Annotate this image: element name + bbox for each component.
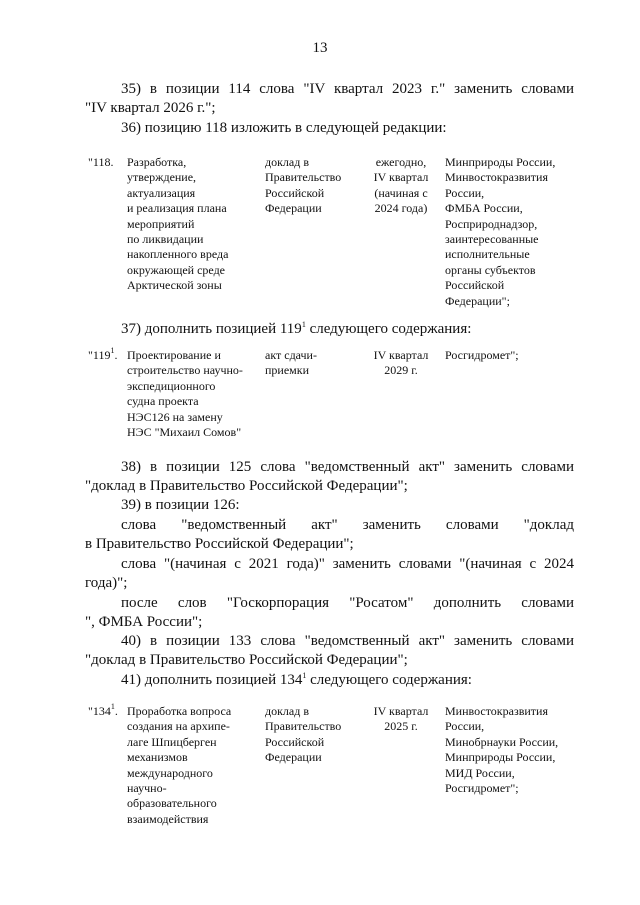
row-134-term-line: 2025 г. — [384, 719, 418, 734]
row-119-term-line: IV квартал — [373, 348, 429, 362]
row-119-name-line: строительство научно- — [127, 363, 243, 378]
row-118-exec-line: Российской — [445, 278, 505, 293]
row-119-name-line: Проектирование и — [127, 348, 221, 362]
row-134-doc-line: Правительство — [265, 719, 342, 734]
row-119-doc-line: приемки — [265, 363, 310, 378]
row-134-name-line: международного — [127, 765, 213, 780]
paragraph-38-line-1: 38) в позиции 125 слова "ведомственный акт" заменить словами — [121, 459, 574, 475]
superscript: 1 — [110, 702, 115, 711]
row-134-exec-line: МИД России, — [445, 765, 515, 780]
row-134-name-line: научно- — [127, 781, 167, 796]
paragraph-39a-line-1: слова "ведомственный акт" заменить словами "доклад — [121, 517, 574, 533]
paragraph-41-text: следующего содержания: — [306, 672, 472, 688]
row-134-exec-line: России, — [445, 719, 485, 734]
row-118-name-line: утверждение, — [127, 170, 197, 185]
row-119-doc-line: акт сдачи- — [265, 348, 317, 362]
row-118-term — [363, 155, 439, 217]
paragraph-37-text: следующего содержания: — [305, 321, 472, 337]
paragraph-39: 39) в позиции 126: — [121, 497, 240, 513]
row-118-doc-line: Правительство — [265, 170, 342, 185]
paragraph-37-text: 37) дополнить позицией 119 — [121, 321, 302, 337]
superscript: 1 — [110, 346, 115, 355]
row-119-term-line: 2029 г. — [384, 363, 418, 378]
superscript: 1 — [302, 671, 307, 680]
row-118-name-line: по ликвидации — [127, 232, 204, 247]
row-134-doc-line: Российской — [265, 734, 325, 749]
row-119-document — [265, 348, 360, 379]
row-134-term-line: IV квартал — [373, 704, 429, 718]
row-118-exec-line: Росприроднадзор, — [445, 216, 538, 231]
row-118-exec-line: Федерации"; — [445, 293, 510, 308]
row-118-name-line: Арктической зоны — [127, 278, 222, 293]
row-119-executors — [445, 348, 580, 363]
row-134-exec-line: Минобрнауки России, — [445, 734, 559, 749]
row-134-exec-line: Росгидромет"; — [445, 781, 519, 796]
row-118-term-line: IV квартал — [373, 170, 429, 185]
row-118-name-line: мероприятий — [127, 216, 195, 231]
row-134-name-line: механизмов — [127, 750, 188, 765]
row-118-doc-line: Федерации — [265, 201, 322, 216]
row-number-text: . — [114, 704, 118, 718]
row-118-term-line: 2024 года) — [374, 201, 428, 216]
row-119-name-line: НЭС126 на замену — [127, 409, 223, 424]
row-118-exec-line: исполнительные — [445, 247, 530, 262]
row-number-text: "119 — [88, 348, 111, 362]
row-118-doc-line: Российской — [265, 185, 325, 200]
paragraph-39c-line-2: ", ФМБА России"; — [85, 614, 203, 630]
row-134-doc-line: Федерации — [265, 750, 322, 765]
row-118-name — [127, 155, 257, 294]
row-134-name-line: лаге Шпицберген — [127, 734, 217, 749]
row-134-name-line: взаимодействия — [127, 811, 209, 826]
paragraph-39b-line-2: года)"; — [85, 575, 128, 591]
row-119-name-line: НЭС "Михаил Сомов" — [127, 425, 242, 440]
row-134-number — [88, 704, 118, 719]
row-134-doc-line: доклад в — [265, 704, 310, 718]
row-118-exec-line: России, — [445, 185, 485, 200]
row-134-term — [363, 704, 439, 735]
paragraph-39a-line-2: в Правительство Российской Федерации"; — [85, 536, 354, 552]
row-118-executors — [445, 155, 580, 309]
row-118-name-line: окружающей среде — [127, 262, 226, 277]
row-118-document — [265, 155, 360, 217]
row-number-text: . — [114, 348, 118, 362]
row-number-text: "134 — [88, 704, 111, 718]
row-134-name-line: Проработка вопроса — [127, 704, 232, 718]
row-119-number — [88, 348, 117, 363]
paragraph-37 — [85, 320, 574, 339]
row-134-exec-line: Минприроды России, — [445, 750, 556, 765]
paragraph-41 — [85, 671, 574, 690]
row-118-name-line: накопленного вреда — [127, 247, 229, 262]
paragraph-38-line-2: "доклад в Правительство Российской Федерации"; — [85, 478, 408, 494]
row-118-term-line: ежегодно, — [375, 155, 427, 169]
row-134-document — [265, 704, 360, 766]
row-134-exec-line: Минвостокразвития — [445, 704, 548, 718]
row-118-exec-line: ФМБА России, — [445, 201, 523, 216]
row-118-exec-line: Минприроды России, — [445, 155, 556, 169]
row-118-name-line: Разработка, — [127, 155, 187, 169]
paragraph-39b-line-1: слова "(начиная с 2021 года)" заменить словами "(начиная с 2024 — [121, 556, 574, 572]
row-118-name-line: актуализация — [127, 185, 196, 200]
row-134-name — [127, 704, 262, 827]
paragraph-41-text: 41) дополнить позицией 134 — [121, 672, 303, 688]
paragraph-40-line-1: 40) в позиции 133 слова "ведомственный акт" заменить словами — [121, 633, 574, 649]
page-number: 13 — [312, 40, 328, 56]
row-118-term-line: (начиная с — [374, 185, 428, 200]
paragraph-39c-line-1: после слов "Госкорпорация "Росатом" дополнить словами — [121, 595, 574, 611]
superscript: 1 — [301, 320, 306, 329]
row-134-executors — [445, 704, 580, 796]
row-118-exec-line: заинтересованные — [445, 232, 539, 247]
row-118-exec-line: органы субъектов — [445, 262, 536, 277]
paragraph-35-line-1: 35) в позиции 114 слова "IV квартал 2023 г." заменить словами — [121, 81, 574, 97]
row-118-name-line: и реализация плана — [127, 201, 227, 216]
paragraph-40-line-2: "доклад в Правительство Российской Федерации"; — [85, 652, 408, 668]
paragraph-35-line-2: "IV квартал 2026 г."; — [85, 100, 216, 116]
row-134-name-line: создания на архипе- — [127, 719, 230, 734]
row-119-name-line: судна проекта — [127, 394, 199, 409]
row-118-doc-line: доклад в — [265, 155, 310, 169]
row-118-number: "118. — [88, 155, 114, 169]
row-119-term — [363, 348, 439, 379]
row-118-exec-line: Минвостокразвития — [445, 170, 548, 185]
paragraph-36: 36) позицию 118 изложить в следующей редакции: — [121, 120, 447, 136]
row-119-name-line: экспедиционного — [127, 378, 216, 393]
row-119-name — [127, 348, 262, 440]
row-119-exec-line: Росгидромет"; — [445, 348, 519, 362]
row-134-name-line: образовательного — [127, 796, 217, 811]
